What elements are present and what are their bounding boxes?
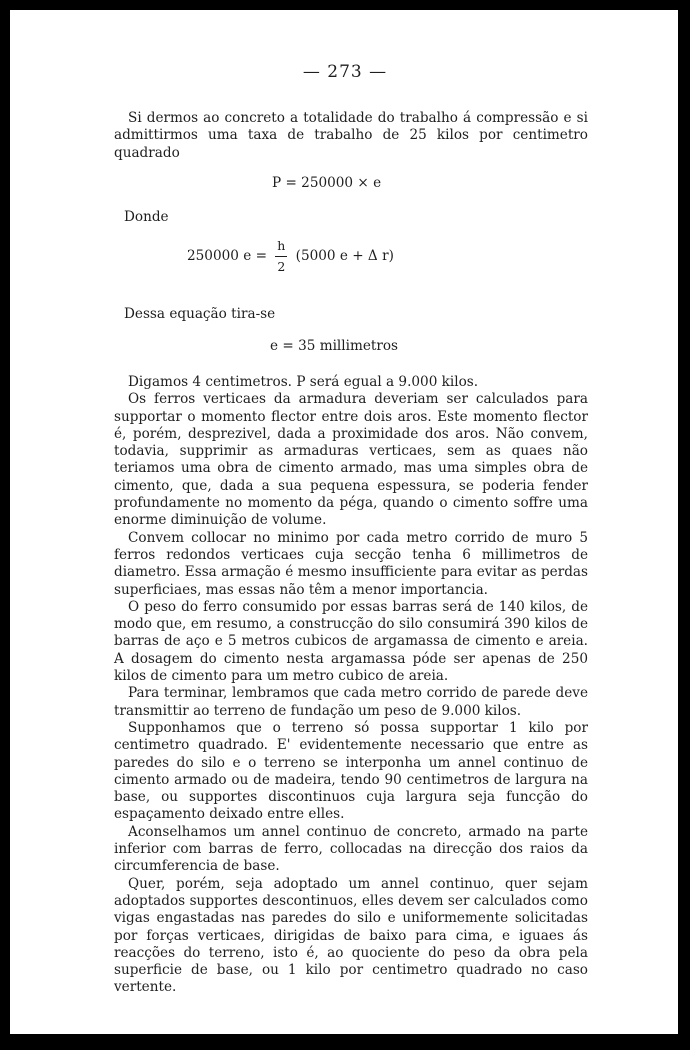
- paragraph: Digamos 4 centimetros. P será egual a 9.000 kilos.: [128, 374, 479, 390]
- paragraph: Supponhamos que o terreno só possa supportar 1 kilo por centimetro quadrado. E' evidentemente necessario que entre as paredes do silo e o terreno se interponha um annel continuo de cimento armado ou de madeira, tendo 90 centimetros de largura na base, ou supportes discontinuos cuja largura seja funcção do espaçamento deixado entre elles.: [114, 719, 588, 823]
- fraction-numerator: h: [277, 238, 286, 253]
- formula-right: (5000 e + Δ r): [295, 248, 394, 264]
- intro-block: [114, 110, 588, 162]
- paragraph: Aconselhamos um annel continuo de concreto, armado na parte inferior com barras de ferro, collocadas na direcção dos raios da circumferencia de base.: [114, 823, 588, 875]
- paragraph: Quer, porém, seja adoptado um annel continuo, quer sejam adoptados supportes descontinuos, elles devem ser calculados como vigas engastadas nas paredes do silo e uniformemente solicitadas por forças verticaes, dirigidas de baixo para cima, e iguaes ás reacções do terreno, isto é, ao quociente do peso da obra pela superficie de base, ou 1 kilo por centimetro quadrado no caso vertente.: [114, 875, 588, 996]
- main-text: [114, 374, 588, 997]
- page-number: — 273 —: [302, 62, 388, 82]
- formula-fraction: [275, 238, 287, 275]
- formula-e: e = 35 millimetros: [270, 338, 399, 354]
- formula-left: 250000 e =: [187, 248, 267, 264]
- fraction-denominator: 2: [277, 259, 286, 274]
- fraction-bar: [275, 256, 287, 257]
- paragraph: O peso do ferro consumido por essas barras será de 140 kilos, de modo que, em resumo, a construcção do silo consumirá 390 kilos de barras de aço e 5 metros cubicos de argamassa de cimento e areia. A dosagem do cimento nesta argamassa póde ser apenas de 250 kilos de cimento para um metro cubico de areia.: [114, 598, 588, 685]
- formula-p: P = 250000 × e: [272, 175, 382, 191]
- paragraph: Os ferros verticaes da armadura deveriam ser calculados para supportar o momento flector entre dois aros. Este momento flector é, porém, desprezivel, dada a proximidade dos aros. Não convem, todavia, supprimir as armaduras verticaes, sem as quaes não teriamos uma obra de cimento armado, mas uma simples obra de cimento, que, dada a sua pequena espessura, se poderia fender profundamente no momento da péga, quando o cimento soffre uma enorme diminuição de volume.: [114, 391, 588, 529]
- intro-paragraph: Si dermos ao concreto a totalidade do trabalho á compressão e si admittirmos uma taxa de trabalho de 25 kilos por centimetro quadrado: [114, 110, 588, 161]
- paragraph: Convem collocar no minimo por cada metro corrido de muro 5 ferros redondos verticaes cuja secção tenha 6 millimetros de diametro. Essa armação é mesmo insufficiente para evitar as perdas superficiaes, mas essas não têm a menor importancia.: [114, 529, 588, 598]
- dessa-label: Dessa equação tira-se: [124, 306, 276, 322]
- donde-label: Donde: [124, 209, 169, 225]
- paragraph: Para terminar, lembramos que cada metro corrido de parede deve transmittir ao terreno de fundação um peso de 9.000 kilos.: [114, 685, 588, 719]
- formula-equilibrium: [187, 238, 394, 275]
